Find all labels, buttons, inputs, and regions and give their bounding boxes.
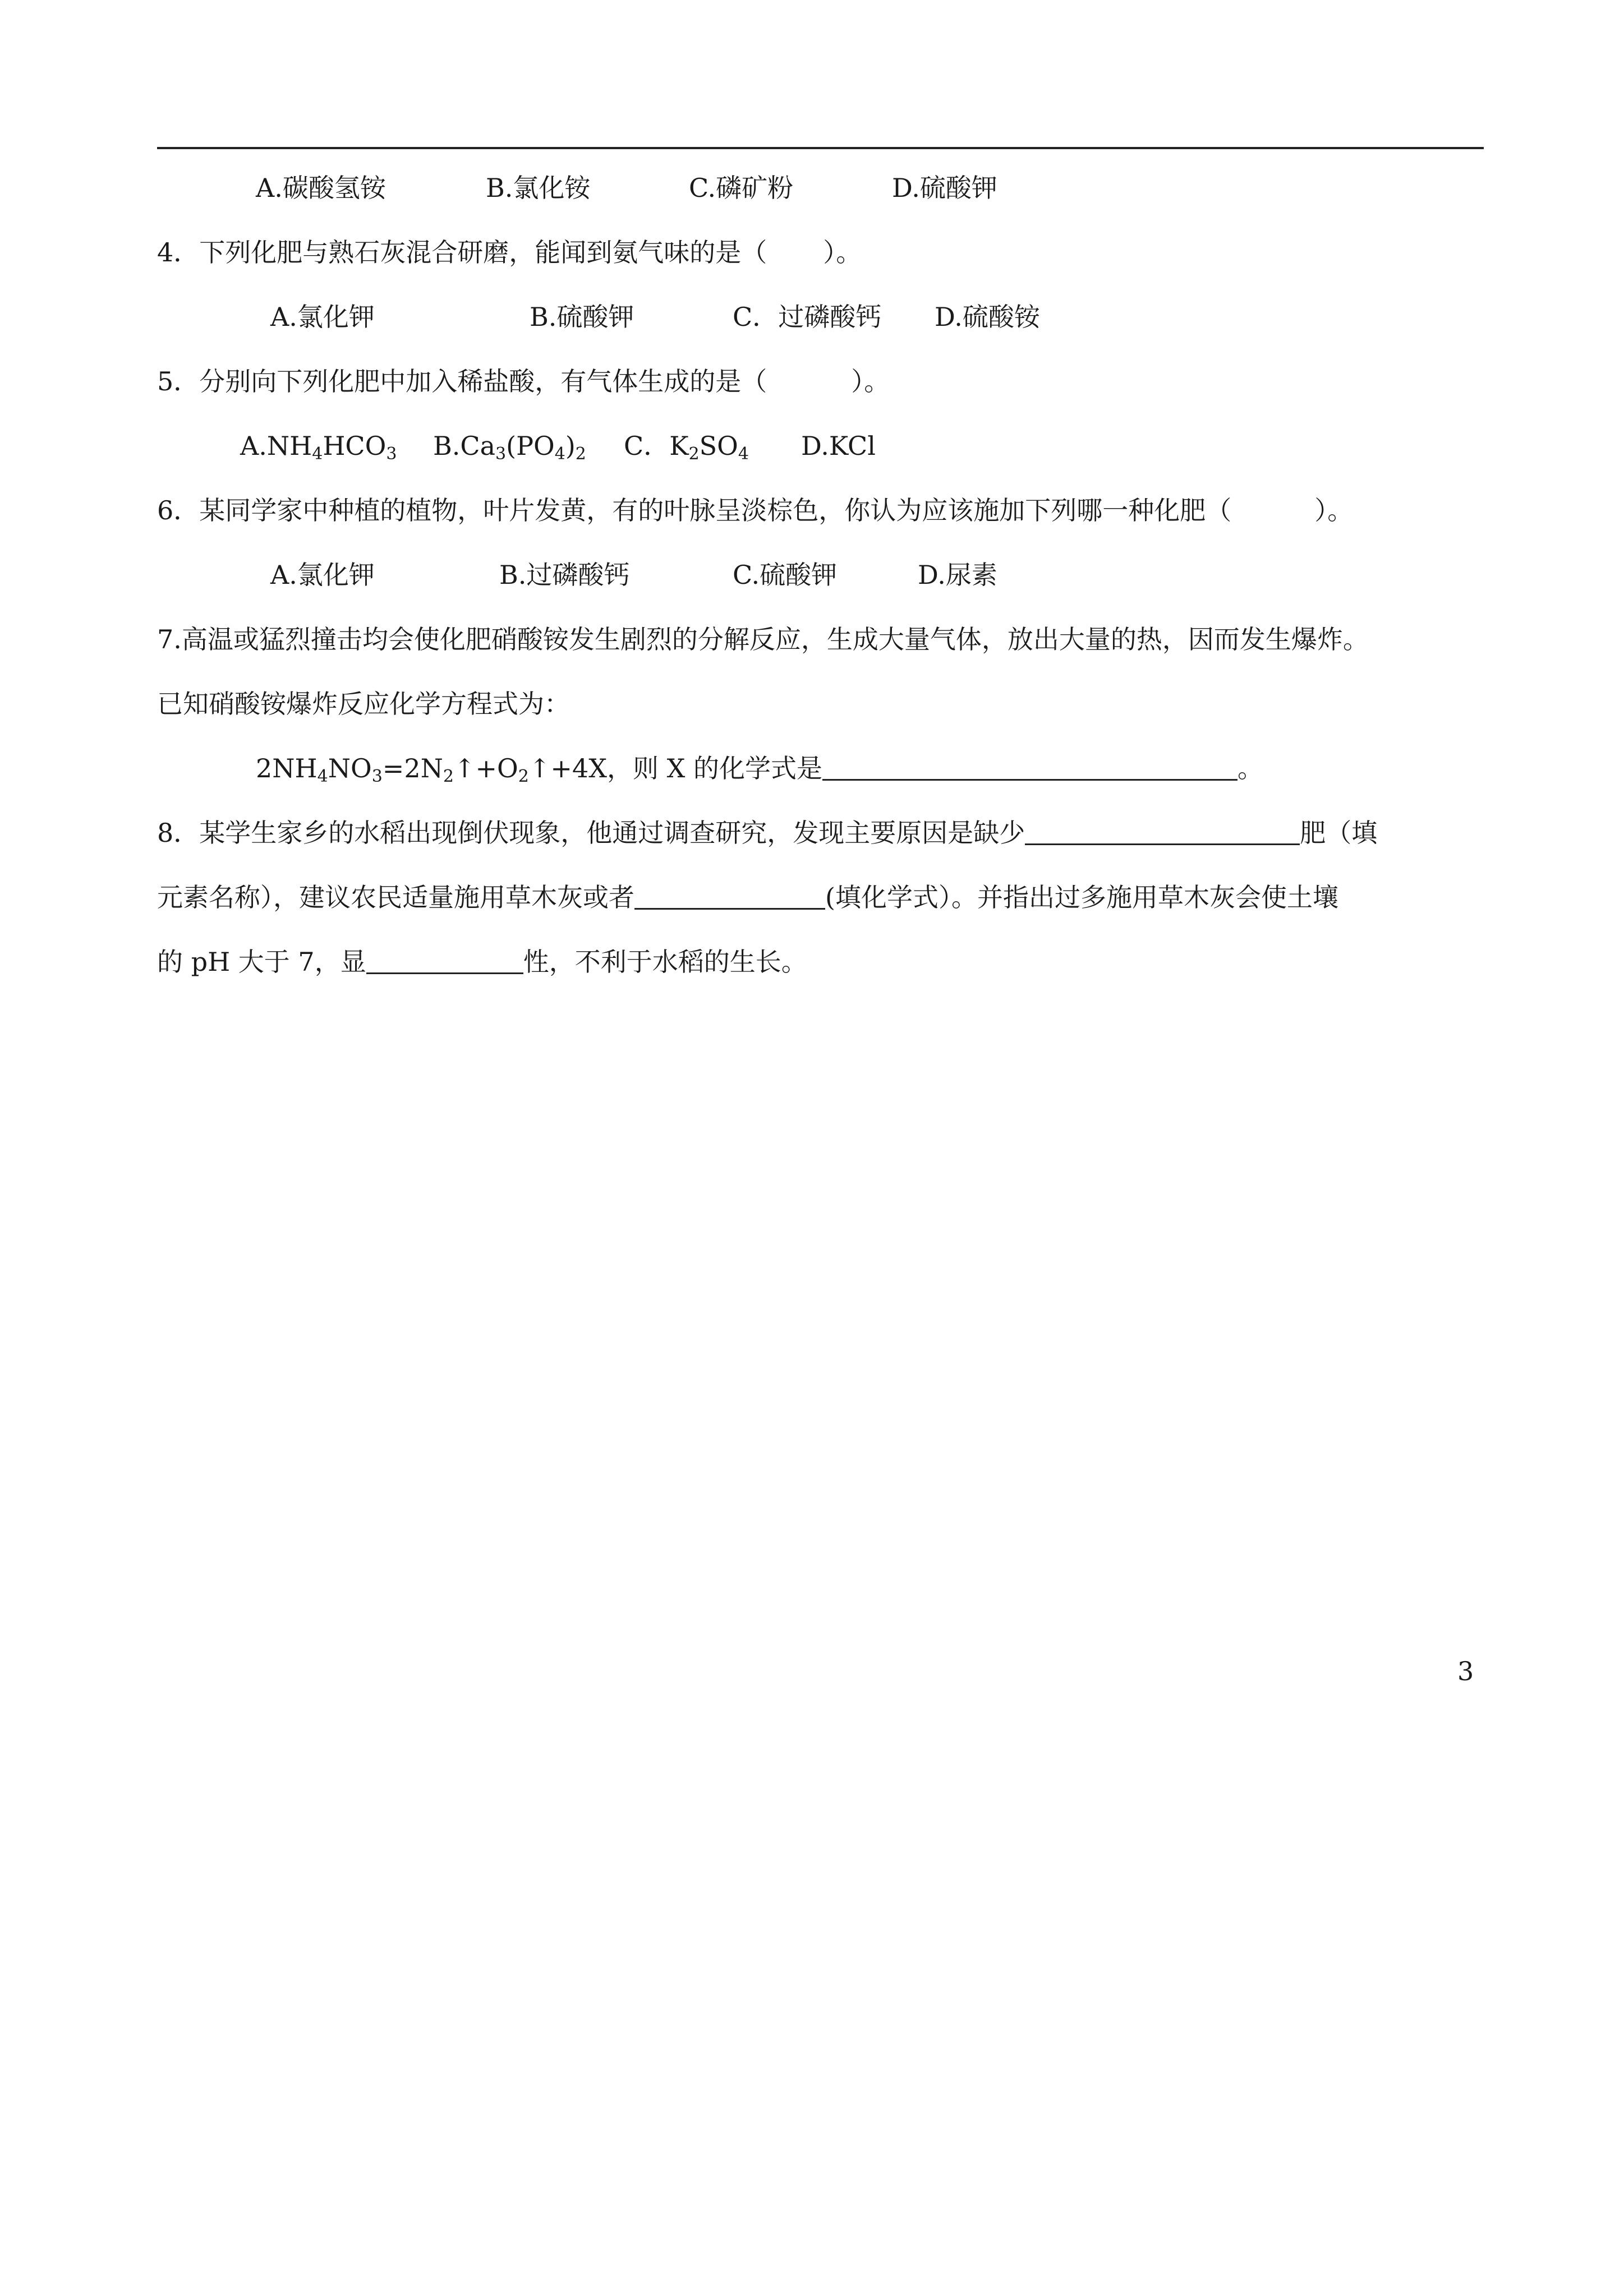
q5-option-a: $A.NH_4HCO_3$ (240, 431, 397, 464)
q8-line-1: 8．某学生家乡的水稻出现倒伏现象，他通过调查研究，发现主要原因是缺少 肥（填 (157, 818, 1378, 848)
header-rule (157, 147, 1484, 149)
q6-stem (157, 494, 1353, 527)
q6-option-c: C.硫酸钾 (733, 560, 838, 590)
q6-stem-text: 6．某同学家中种植的植物，叶片发黄，有的叶脉呈淡棕色，你认为应该施加下列哪一种化肥（ (157, 495, 1232, 525)
q8-formula-blank[interactable] (634, 881, 825, 910)
q7-answer-blank[interactable] (822, 752, 1237, 781)
q5-stem-end: ）。 (851, 366, 890, 397)
q4-option-a: A.氯化钾 (270, 302, 375, 332)
q6-option-a: A.氯化钾 (270, 560, 375, 590)
q5-option-d: D.KCl (801, 431, 876, 461)
q7-line-2: 已知硝酸铵爆炸反应化学方程式为： (157, 689, 570, 719)
q3-option-a: A.碳酸氢铵 (256, 173, 386, 203)
q5-option-b: $B.Ca_3(PO_4)_2$ (433, 431, 586, 464)
q3-option-b: B.氯化铵 (486, 173, 591, 203)
q4-stem-text: 4．下列化肥与熟石灰混合研磨，能闻到氨气味的是（ (157, 237, 767, 268)
q3-option-d: D.硫酸钾 (892, 173, 997, 203)
q8-line-2: 元素名称），建议农民适量施用草木灰或者 (填化学式）。并指出过多施用草木灰会使土壤 (157, 882, 1338, 912)
q8-property-blank[interactable] (366, 946, 523, 974)
q6-option-d: D.尿素 (918, 560, 997, 590)
q8-line-3: 的 pH 大于 7，显 性，不利于水稻的生长。 (157, 947, 807, 977)
q4-stem (157, 236, 862, 269)
q4-stem-end: ）。 (823, 237, 862, 268)
q4-option-d: D.硫酸铵 (935, 302, 1040, 332)
page-number: 3 (1457, 1656, 1474, 1686)
q6-option-b: B.过磷酸钙 (499, 560, 630, 590)
q5-stem-text: 5．分别向下列化肥中加入稀盐酸，有气体生成的是（ (157, 366, 767, 397)
q8-element-blank[interactable] (1025, 817, 1300, 845)
q5-option-c: C．$K_2SO_4$ (624, 431, 749, 464)
q5-stem (157, 365, 890, 398)
q7-line-1: 7.高温或猛烈撞击均会使化肥硝酸铵发生剧烈的分解反应，生成大量气体，放出大量的热，因而发生爆炸。 (157, 624, 1369, 654)
q3-option-c: C.磷矿粉 (689, 173, 794, 203)
q4-option-b: B.硫酸钾 (530, 302, 634, 332)
q7-equation: $2NH_4NO_3=2N_2↑+O_2↑+4X$，则 X 的化学式是 。 (256, 753, 1263, 786)
q4-option-c: C．过磷酸钙 (733, 302, 882, 332)
q6-stem-end: ）。 (1314, 495, 1354, 525)
